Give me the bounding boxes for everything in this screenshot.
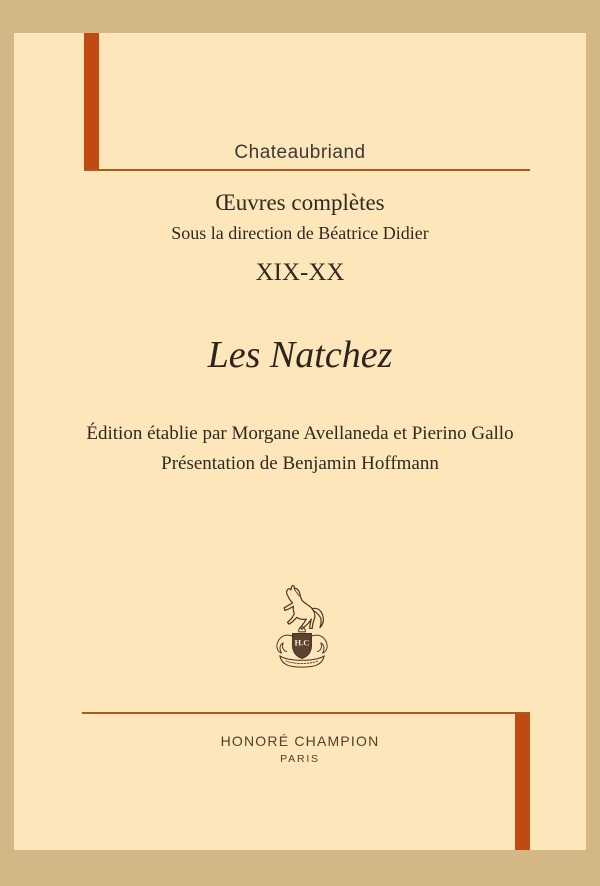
publisher-emblem-horse-icon xyxy=(258,584,346,678)
emblem-horse-body xyxy=(284,585,315,629)
emblem-flourish-right xyxy=(311,635,327,653)
bottom-rule xyxy=(82,712,530,714)
emblem-ribbon-motto xyxy=(286,661,318,664)
emblem-monogram: H.C xyxy=(294,637,310,648)
author-name: Chateaubriand xyxy=(234,142,366,163)
publisher-name: HONORÉ CHAMPION xyxy=(220,733,380,749)
top-rule xyxy=(84,169,530,171)
emblem-horse-tail xyxy=(312,608,323,627)
presentation-credit: Présentation de Benjamin Hoffmann xyxy=(161,453,439,474)
collection-title: Œuvres complètes xyxy=(215,190,385,215)
publisher-city: PARIS xyxy=(280,753,320,765)
book-title: Les Natchez xyxy=(207,334,393,376)
emblem-flourish-left xyxy=(277,635,293,653)
edition-credit: Édition établie par Morgane Avellaneda et Pierino Gallo xyxy=(86,423,514,444)
collection-direction: Sous la direction de Béatrice Didier xyxy=(171,223,429,243)
volume-number: XIX-XX xyxy=(255,259,345,286)
